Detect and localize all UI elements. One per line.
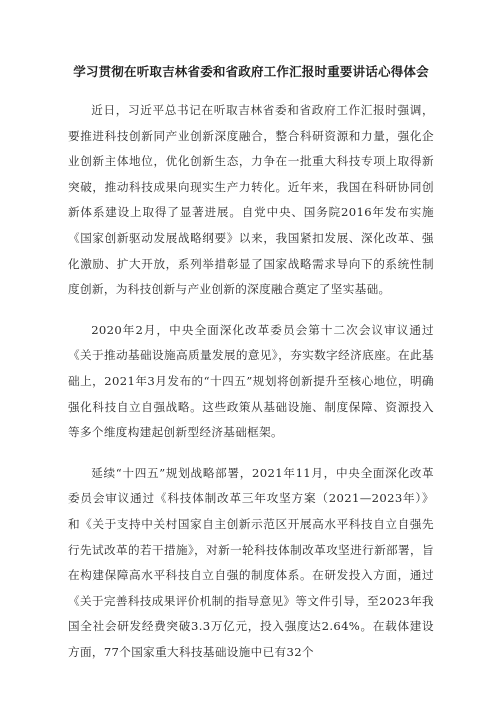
document-title: 学习贯彻在听取吉林省委和省政府工作汇报时重要讲话心得体会 bbox=[73, 64, 429, 79]
paragraph-2: 2020年2月，中央全面深化改革委员会第十二次会议审议通过《关于推动基础设施高质量发展的意见》，夯实数字经济底座。在此基础上，2021年3月发布的“十四五”规划将创新提升至核心地位，明确强化科技自立自强战略。这些政策从基础设施、制度保障、资源投入等多个维度构建起创新型经济基础框架。 bbox=[68, 322, 434, 440]
paragraph-3: 延续“十四五”规划战略部署，2021年11月，中央全面深化改革委员会审议通过《科技体制改革三年攻坚方案（2021—2023年）》和《关于支持中关村国家自主创新示范区开展高水平科技自立自强先行先试改革的若干措施》，对新一轮科技体制改革攻坚进行新部署，旨在构建保障高水平科技自立自强的制度体系。在研发投入方面，通过《关于完善科技成果评价机制的指导意见》等文件引导，至2023年我国全社会研发经费突破3.3万亿元，投入强度达2.64%。在载体建设方面，77个国家重大科技基础设施中已有32个 bbox=[68, 465, 434, 659]
paragraph-1: 近日，习近平总书记在听取吉林省委和省政府工作汇报时强调，要推进科技创新同产业创新深度融合，整合科研资源和力量，强化企业创新主体地位，优化创新生态，力争在一批重大科技专项上取得新突破，推动科技成果向现实生产力转化。近年来，我国在科研协同创新体系建设上取得了显著进展。自党中央、国务院2016年发布实施《国家创新驱动发展战略纲要》以来，我国紧扣发展、深化改革、强化激励、扩大开放，系列举措彰显了国家战略需求导向下的系统性制度创新，为科技创新与产业创新的深度融合奠定了坚实基础。 bbox=[68, 103, 434, 297]
